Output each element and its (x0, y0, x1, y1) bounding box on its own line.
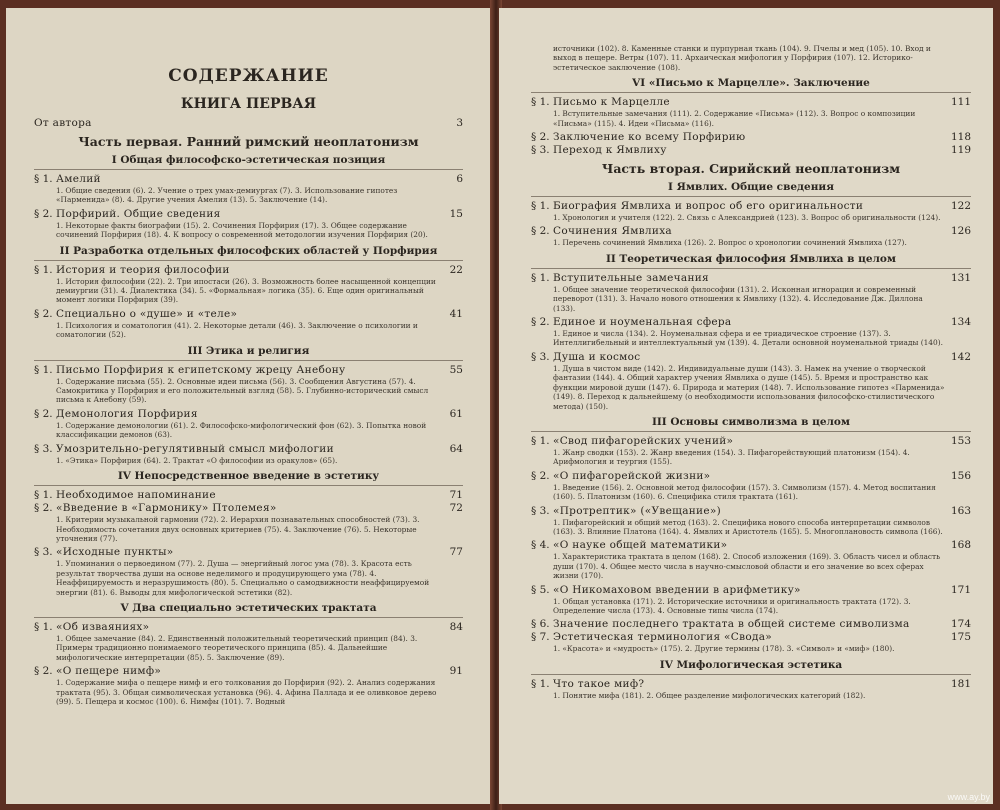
section-subitems: 1. Содержание письма (55). 2. Основные идеи письма (56). 3. Сообщения Августина (57). 4. Самокритика у Порфирия и его положительный взгляд (58). 5. Глубинно-исторический смысл письма к Анебону (59). (56, 376, 429, 405)
section-number: § 3. (531, 144, 550, 157)
section-number: § 6. (531, 618, 550, 631)
toc-section-row (34, 665, 463, 678)
chapter-rule (34, 169, 463, 170)
section-subitems: 1. Единое и числа (134). 2. Ноуменальная сфера и ее триадическое строение (137). 3. Интеллигибельный и интеллектуальный ум (139). 4. Детали основной ноуменальной триады (140). (553, 329, 943, 348)
toc-section-row (34, 408, 463, 421)
section-number: § 2. (34, 307, 53, 320)
section-subitems: 1. Общие сведения (6). 2. Учение о трех умах-демиургах (7). 3. Использование гипотез «Парменида» (8). 4. Другие учения Амелия (13). 5. Заключение (14). (56, 186, 398, 205)
section-page: 72 (449, 502, 463, 515)
section-number: § 2. (34, 502, 53, 515)
left-chapters (34, 154, 463, 706)
section-title: Амелий (56, 173, 101, 185)
section-page: 163 (950, 504, 971, 517)
section-title: «Протрептик» («Увещание») (553, 504, 721, 517)
section-title: Эстетическая терминология «Свода» (553, 631, 772, 644)
section-title: «Исходные пункты» (56, 546, 174, 559)
section-page: 15 (449, 207, 463, 220)
section-page: 71 (449, 489, 463, 502)
section-title: Что такое миф? (553, 677, 645, 690)
section-number: § 2. (531, 225, 550, 238)
section-page: 153 (950, 434, 971, 447)
section-page: 91 (449, 665, 463, 678)
section-subitems: 1. Психология и соматология (41). 2. Некоторые детали (46). 3. Заключение о психологии и соматологии (52). (56, 320, 418, 340)
toc-section-row (34, 364, 463, 377)
section-number: § 1. (531, 96, 550, 109)
toc-section-row (34, 502, 463, 515)
toc-section-row (531, 200, 971, 213)
chapter-rule (531, 196, 971, 197)
chapter-title: III Основы символизма в целом (651, 415, 851, 428)
chapter-title: II Теоретическая философия Ямвлиха в целом (605, 252, 897, 265)
section-title: Заключение ко всему Порфирию (553, 131, 746, 144)
section-title: Специально о «душе» и «теле» (56, 307, 238, 320)
chapter-rule (531, 674, 971, 675)
section-page: 64 (449, 442, 463, 455)
section-subitems: 1. Вступительные замечания (111). 2. Содержание «Письма» (112). 3. Вопрос о композиции «Письма» (115). 4. Идеи «Письма» (116). (553, 109, 916, 128)
section-number: § 2. (531, 131, 550, 144)
toc-title: От автора (34, 117, 92, 129)
section-page: 84 (449, 620, 463, 633)
section-number: § 1. (34, 620, 53, 633)
section-number: § 3. (34, 546, 53, 559)
section-page: 119 (950, 144, 971, 157)
section-title: Умозрительно-регулятивный смысл мифологии (56, 442, 334, 455)
section-number: § 1. (531, 677, 550, 690)
section-number: § 1. (34, 173, 53, 185)
section-page: 142 (950, 350, 971, 363)
chapter-title: I Ямвлих. Общие сведения (668, 181, 834, 194)
section-title: «О науке общей математики» (553, 539, 728, 552)
contents-title: СОДЕРЖАНИЕ (168, 66, 329, 86)
section-page: 126 (950, 225, 971, 238)
chapter-rule (34, 485, 463, 486)
section-page: 6 (456, 173, 463, 185)
section-number: § 1. (34, 489, 53, 502)
chapter-title: IV Непосредственное введение в эстетику (117, 470, 380, 483)
chapter-title: II Разработка отдельных философских областей у Порфирия (59, 244, 438, 257)
section-title: Необходимое напоминание (56, 489, 216, 502)
toc-section-row (531, 435, 971, 448)
section-page: 175 (950, 631, 971, 644)
toc-section-row (34, 621, 463, 634)
toc-section-row (531, 131, 971, 144)
toc-section-row (531, 678, 971, 691)
section-number: § 2. (531, 469, 550, 482)
section-title: Единое и ноуменальная сфера (553, 316, 732, 329)
section-title: Значение последнего трактата в общей системе символизма (553, 618, 910, 631)
section-subitems: 1. Понятие мифа (181). 2. Общее разделение мифологических категорий (182). (553, 690, 866, 700)
section-subitems: 1. Содержание мифа о пещере нимф и его толкования до Порфирия (92). 2. Анализ содержания трактата (95). 3. Общая символическая установка (96). 4. Афина Паллада и ее оливковое дерево (99). 5. Пещера и космос (100). 6. Нимфы (101). 7. Водный (56, 678, 437, 706)
section-number: § 7. (531, 631, 550, 644)
toc-section-row (531, 539, 971, 552)
section-number: § 1. (34, 363, 53, 376)
section-subitems: 1. Критерии музыкальной гармонии (72). 2. Иерархия познавательных способностей (73). 3. Необходимость сочетания двух основных критериев (75). 4. Заключение (76). 5. Некоторые уточнения (77). (56, 515, 420, 543)
section-page: 41 (449, 307, 463, 320)
section-subitems: 1. Характеристика трактата в целом (168). 2. Способ изложения (169). 3. Область чисел и область души (170). 4. Общее место числа в научно-смысловой области и его значение во всех сферах жизни (170). (553, 552, 941, 581)
toc-row-intro (34, 117, 463, 130)
section-number: § 1. (531, 200, 550, 213)
right-chapters (531, 181, 971, 700)
section-title: «Об изваяниях» (56, 620, 150, 633)
section-subitems: 1. Упоминания о первоедином (77). 2. Душа — энергийный логос ума (78). 3. Красота есть результат творчества души на основе неделимого и продуцирующего ума (78). 4. Неаффицируемость и неразрушимость (80). 5. Специально о самодвижности неаффицируемой энергии (81). 6. Выводы для мифологической эстетики (82). (56, 559, 430, 597)
watermark: www.ay.by (947, 792, 990, 802)
section-number: § 1. (531, 434, 550, 447)
chapter-title: IV Мифологическая эстетика (659, 658, 843, 671)
left-page (6, 8, 493, 804)
section-number: § 2. (531, 316, 550, 329)
section-page: 122 (950, 200, 971, 213)
section-title: Письмо Порфирия к египетскому жрецу Анебону (56, 363, 346, 376)
section-number: § 2. (34, 665, 53, 678)
section-page: 181 (950, 677, 971, 690)
toc-section-row (34, 546, 463, 559)
toc-section-row (531, 351, 971, 364)
section-page: 118 (950, 131, 971, 144)
section-subitems: 1. История философии (22). 2. Три ипостаси (26). 3. Возможность более насыщенной концепции демиургии (31). 4. Диалектика (34). 5. «Формальная» логика (35). 6. Еще один оригинальный момент логики Порфирия (39). (56, 276, 436, 305)
section-title: «Свод пифагорейских учений» (553, 434, 734, 447)
chapter-vi (531, 77, 971, 157)
part-title: Часть первая. Ранний римский неоплатонизм (78, 134, 419, 149)
section-title: Вступительные замечания (553, 271, 709, 284)
section-page: 131 (950, 271, 971, 284)
toc-section-row (531, 631, 971, 644)
section-subitems: 1. Хронология и учителя (122). 2. Связь с Александрией (123). 3. Вопрос об оригинальности (124). (553, 213, 941, 223)
book-title: КНИГА ПЕРВАЯ (180, 96, 317, 112)
toc-section-row (531, 272, 971, 285)
section-subitems: 1. Некоторые факты биографии (15). 2. Сочинения Порфирия (17). 3. Общее содержание сочинений Порфирия (18). 4. К вопросу о современной методологии изучения Порфирия (20). (56, 220, 428, 240)
chapter-rule (34, 260, 463, 261)
chapter-rule (34, 360, 463, 361)
section-number: § 3. (531, 350, 550, 363)
toc-section-row (531, 584, 971, 597)
section-page: 111 (950, 96, 971, 109)
section-page: 61 (449, 407, 463, 420)
section-page: 22 (449, 263, 463, 276)
section-number: § 2. (34, 207, 53, 220)
section-number: § 3. (34, 442, 53, 455)
section-page: 174 (950, 618, 971, 631)
toc-section-row (34, 443, 463, 456)
section-title: «О пифагорейской жизни» (553, 469, 711, 482)
part-title-2: Часть вторая. Сирийский неоплатонизм (601, 161, 901, 177)
toc-section-row (34, 208, 463, 221)
section-title: Душа и космос (553, 350, 641, 363)
section-page: 55 (449, 363, 463, 376)
chapter-rule (531, 92, 971, 93)
chapter-title: III Этика и религия (187, 344, 310, 357)
toc-section-row (531, 316, 971, 329)
section-subitems: 1. Перечень сочинений Ямвлиха (126). 2. Вопрос о хронологии сочинений Ямвлиха (127). (553, 238, 907, 248)
section-subitems: 1. Общее замечание (84). 2. Единственный положительный теоретический принцип (84). 3. Примеры традиционно понимаемого теоретического принципа (85). 4. Дальнейшие мифологические интерпретации (85). 5. Заключение (89). (56, 633, 418, 662)
toc-section-row (531, 470, 971, 483)
section-number: § 5. (531, 583, 550, 596)
section-title: Демонология Порфирия (56, 407, 198, 420)
section-title: Сочинения Ямвлиха (553, 225, 672, 238)
toc-section-row (531, 505, 971, 518)
section-page: 77 (449, 546, 463, 559)
section-page: 134 (950, 316, 971, 329)
section-number: § 4. (531, 539, 550, 552)
section-title: «О пещере нимф» (56, 665, 162, 678)
chapter-title: V Два специально эстетических трактата (120, 601, 377, 614)
toc-section-row (34, 489, 463, 502)
section-title: Переход к Ямвлиху (553, 144, 667, 157)
section-number: § 1. (531, 271, 550, 284)
section-subitems: 1. Содержание демонологии (61). 2. Философско-мифологический фон (62). 3. Попытка новой классификации демонов (63). (56, 420, 427, 440)
chapter-rule (531, 431, 971, 432)
chapter-rule (34, 617, 463, 618)
section-subitems: 1. Общая установка (171). 2. Исторические источники и оригинальность трактата (172). 3. Определение числа (173). 4. Основные типы числа (174). (553, 596, 911, 615)
section-number: § 3. (531, 504, 550, 517)
section-title: Порфирий. Общие сведения (56, 207, 221, 220)
toc-section-row (34, 264, 463, 277)
toc-page: 3 (456, 117, 463, 129)
section-page: 168 (950, 539, 971, 552)
toc-section-row (531, 144, 971, 157)
section-subitems: 1. Пифагорейский и общий метод (163). 2. Специфика нового способа интерпретации символов (163). 3. Влияние Платона (164). 4. Ямвлих и Аристотель (165). 5. Многоплановость символа (166). (553, 517, 943, 536)
section-title: История и теория философии (56, 263, 230, 276)
section-subitems: 1. Общее значение теоретической философии (131). 2. Исконная игнорация и современный переворот (131). 3. Начало нового отношения к Ямвлиху (132). 4. Исследование Дж. Диллона (133). (553, 284, 923, 313)
section-number: § 2. (34, 407, 53, 420)
right-page (499, 8, 993, 804)
section-title: Биография Ямвлиха и вопрос об его оригинальности (553, 200, 864, 213)
toc-section-row (34, 308, 463, 321)
section-page: 156 (950, 469, 971, 482)
chapter-title: VI «Письмо к Марцелле». Заключение (632, 77, 870, 90)
toc-section-row (34, 173, 463, 186)
section-page: 171 (950, 583, 971, 596)
section-title: «О Никомаховом введении в арифметику» (553, 583, 801, 596)
toc-section-row (531, 225, 971, 238)
section-subitems: 1. «Этика» Порфирия (64). 2. Трактат «О философии из оракулов» (65). (56, 455, 338, 465)
section-number: § 1. (34, 263, 53, 276)
section-subitems: 1. Введение (156). 2. Основной метод философии (157). 3. Символизм (157). 4. Метод воспитания (160). 5. Платонизм (160). 6. Специфика стиля трактата (161). (553, 482, 936, 502)
section-subitems: 1. Душа в чистом виде (142). 2. Индивидуальные души (143). 3. Намек на учение о творческой фантазии (144). 4. Общий характер учения Ямвлиха о душе (145). 5. Время и пространство как функции мировой души (147). 6. Природа и материя (148). 7. Использование гипотез «Парменида» (149). 8. Переход к дальнейшему (о необходимости использования философско-стилистического метода) (150). (553, 363, 945, 411)
section-subitems: 1. «Красота» и «мудрость» (175). 2. Другие термины (178). 3. «Символ» и «миф» (180). (553, 644, 895, 654)
chapter-rule (531, 268, 971, 269)
toc-section-row (531, 618, 971, 631)
continued-subsections: источники (102). 8. Каменные станки и пурпурная ткань (104). 9. Пчелы и мед (105). 10. Вход и выход в пещере. Ветры (107). 11. Архаическая мифология у Порфирия (107). 12. Историко-эстетическое заключение (108). (553, 44, 931, 72)
toc-section-row (531, 96, 971, 109)
section-title: Письмо к Марцелле (553, 96, 670, 109)
section-subitems: 1. Жанр сводки (153). 2. Жанр введения (154). 3. Пифагорействующий платонизм (154). 4. Арифмология и теургия (155). (553, 447, 910, 467)
section-title: «Введение в «Гармонику» Птолемея» (56, 502, 277, 515)
chapter-title: I Общая философско-эстетическая позиция (111, 154, 386, 166)
